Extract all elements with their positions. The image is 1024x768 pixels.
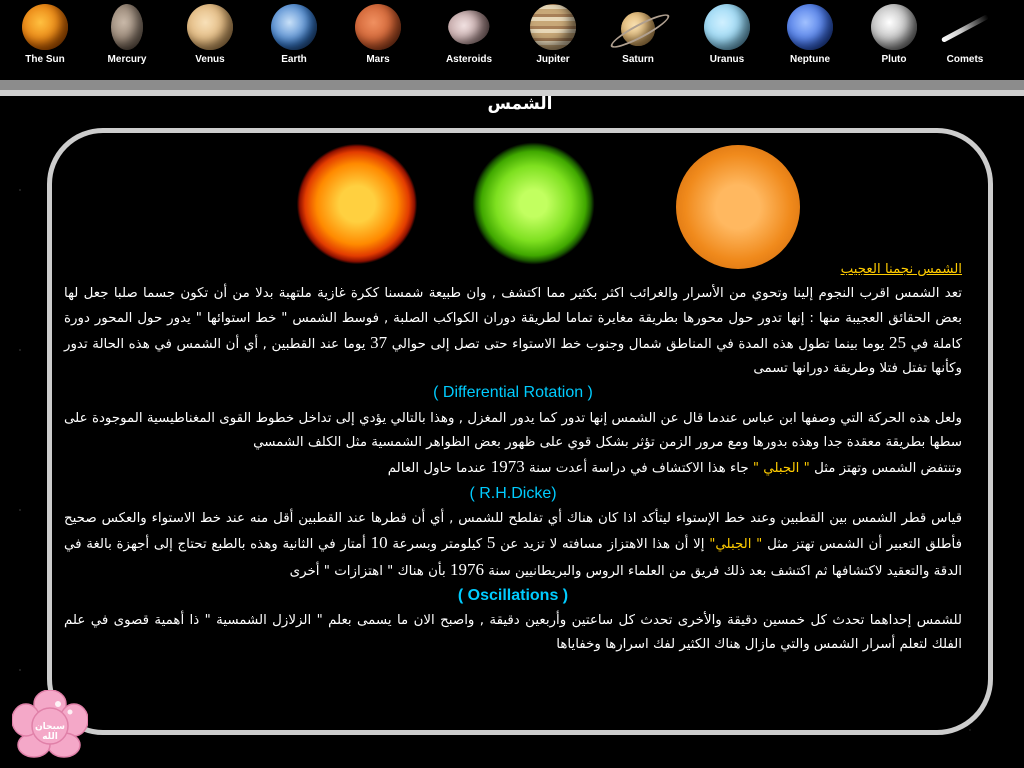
logo-text: سبحان الله xyxy=(34,722,66,742)
term-span: ( Oscillations ) xyxy=(457,586,569,604)
nav-label: Neptune xyxy=(790,54,830,65)
neptune-icon xyxy=(787,4,833,50)
paragraph-magnetic: ولعل هذه الحركة التي وصفها ابن عباس عندما قال عن الشمس إنها تدور كما يدور المغزل , وهذا بالتالي يؤدي إلى تداخل خطوط القوى المغناطيسية الموجودة على سطها بطريقة معقدة جدا وهذه بدورها ومع مرور الزمن تؤثر بشكل قوي على ظهور بعض الظواهر الشمسية مثل الكلف الشمسي xyxy=(64,410,962,451)
sun-image-green xyxy=(470,140,597,267)
nav-label: Venus xyxy=(195,54,225,65)
paragraph-diameter xyxy=(64,507,962,584)
nav-item-jupiter[interactable] xyxy=(513,4,593,78)
sun-image-photosphere xyxy=(676,145,800,269)
highlight-span: " الجبلي" xyxy=(709,537,763,553)
pluto-icon xyxy=(871,4,917,50)
nav-label: Pluto xyxy=(881,54,907,65)
nav-item-earth[interactable] xyxy=(254,4,334,78)
nav-label: Uranus xyxy=(709,54,745,65)
text-span: إلا أن هذا الاهتزاز مسافته لا تزيد عن xyxy=(500,537,705,553)
year-span: 1976 xyxy=(449,559,484,579)
term-span: ( R.H.Dicke) xyxy=(469,484,557,502)
nav-label: Mars xyxy=(366,54,390,65)
nav-item-the-sun[interactable] xyxy=(5,4,85,78)
text-span: كيلومتر وبسرعة xyxy=(392,537,483,553)
nav-item-neptune[interactable] xyxy=(770,4,850,78)
nav-item-mercury[interactable] xyxy=(87,4,167,78)
text-span: أمتار في الثانية وهذه بالطبع تحتاج إلى أجهزة بالغة في الدقة والتعقيد لاكتشافها ثم اكتشف بعد ذلك فريق من العلماء الروس والبريطانيين سنة xyxy=(64,537,962,579)
article-heading: الشمس نجمنا العجيب xyxy=(840,262,962,277)
nav-item-comets[interactable] xyxy=(925,4,1005,78)
page-title: الشمس xyxy=(487,94,553,114)
text-span: يوما بينما تطول هذه المدة في المناطق شمال وجنوب خط الاستواء حتى تصل إلى حوالي xyxy=(391,336,885,352)
term-span: ( Differential Rotation ) xyxy=(433,384,593,402)
number-span: 37 xyxy=(370,332,388,352)
uranus-icon xyxy=(704,4,750,50)
paragraph-rotation xyxy=(64,282,962,381)
earth-icon xyxy=(271,4,317,50)
planet-nav xyxy=(0,0,1024,80)
year-span: 1973 xyxy=(490,457,525,477)
asteroids-icon xyxy=(444,3,495,51)
nav-label: Jupiter xyxy=(536,54,570,65)
text-span: قياس قطر الشمس بين القطبين وعند خط الإستواء ليتأكد اذا كان هناك أي تفلطح للشمس , أي أن قطرها عند القطبين أقل منه عند خط الاستواء والعكس صحيح فأطلق التعبير أن الشمس تهتز مثل xyxy=(64,510,963,553)
nav-label: Saturn xyxy=(622,54,654,65)
flower-logo xyxy=(12,690,88,758)
nav-divider xyxy=(0,80,1024,90)
number-span: 5 xyxy=(486,533,496,553)
term-differential-rotation xyxy=(64,381,962,406)
venus-icon xyxy=(187,4,233,50)
sun-icon xyxy=(22,4,68,50)
number-span: 10 xyxy=(370,533,388,553)
text-span: يوما عند القطبين , أي أن الشمس في هذه الحالة تدور وكأنها تفتل فتلا وطريقة دورانها تسمى xyxy=(64,336,962,377)
nav-label: Asteroids xyxy=(445,54,493,65)
text-span: تعد الشمس اقرب النجوم إلينا وتحوي من الأسرار والغرائب اكثر بكثير مما اكتشف , وان طبيعة شمسنا ككرة غازية ملتهبة بدلا من أن تكون جسما صلبا جعل لها بعض الحقائق العجيبة منها : إنها تدور حول محورها بطريقة مغايرة تماما لطريقة دوران الكواكب الصلبة , فوسط الشمس " خط استوائها " يدور حول المحور دورة كاملة في xyxy=(64,286,963,352)
nav-item-venus[interactable] xyxy=(170,4,250,78)
nav-label: The Sun xyxy=(25,54,65,65)
highlight-span: " الجبلي " xyxy=(752,461,810,477)
nav-label: Comets xyxy=(946,54,984,65)
text-span: بأن هناك " اهتزازات " أخرى xyxy=(289,563,446,579)
nav-item-uranus[interactable] xyxy=(687,4,767,78)
nav-label: Earth xyxy=(281,54,307,65)
jupiter-icon xyxy=(530,4,576,50)
text-span: جاء هذا الاكتشاف في دراسة أعدت سنة xyxy=(529,461,749,477)
article-text xyxy=(64,258,962,658)
text-span: وتنتفض الشمس وتهتز مثل xyxy=(814,461,962,477)
saturn-icon xyxy=(621,12,655,46)
sun-image-orange xyxy=(294,140,420,268)
term-dicke xyxy=(64,482,962,507)
nav-item-mars[interactable] xyxy=(338,4,418,78)
paragraph-oscillations: للشمس إحداهما تحدث كل خمسين دقيقة والأخرى تحدث كل ساعتين وأربعين دقيقة , واصبح الان ما يسمى بعلم " الزلازل الشمسية " ذا أهمية قصوى في علم الفلك لتعلم أسرار الشمس والتي مازال هناك الكثير لفك اسرارها وخفاياها xyxy=(64,613,962,653)
nav-item-pluto[interactable] xyxy=(854,4,934,78)
mercury-icon xyxy=(111,4,143,50)
nav-label: Mercury xyxy=(107,54,147,65)
text-span: عندما حاول العالم xyxy=(387,461,487,477)
comet-icon xyxy=(935,4,995,50)
nav-item-asteroids[interactable] xyxy=(429,4,509,78)
term-oscillations xyxy=(64,584,962,609)
paragraph-vibration xyxy=(64,455,962,481)
number-span: 25 xyxy=(889,332,906,352)
nav-item-saturn[interactable] xyxy=(598,4,678,78)
mars-icon xyxy=(355,4,401,50)
